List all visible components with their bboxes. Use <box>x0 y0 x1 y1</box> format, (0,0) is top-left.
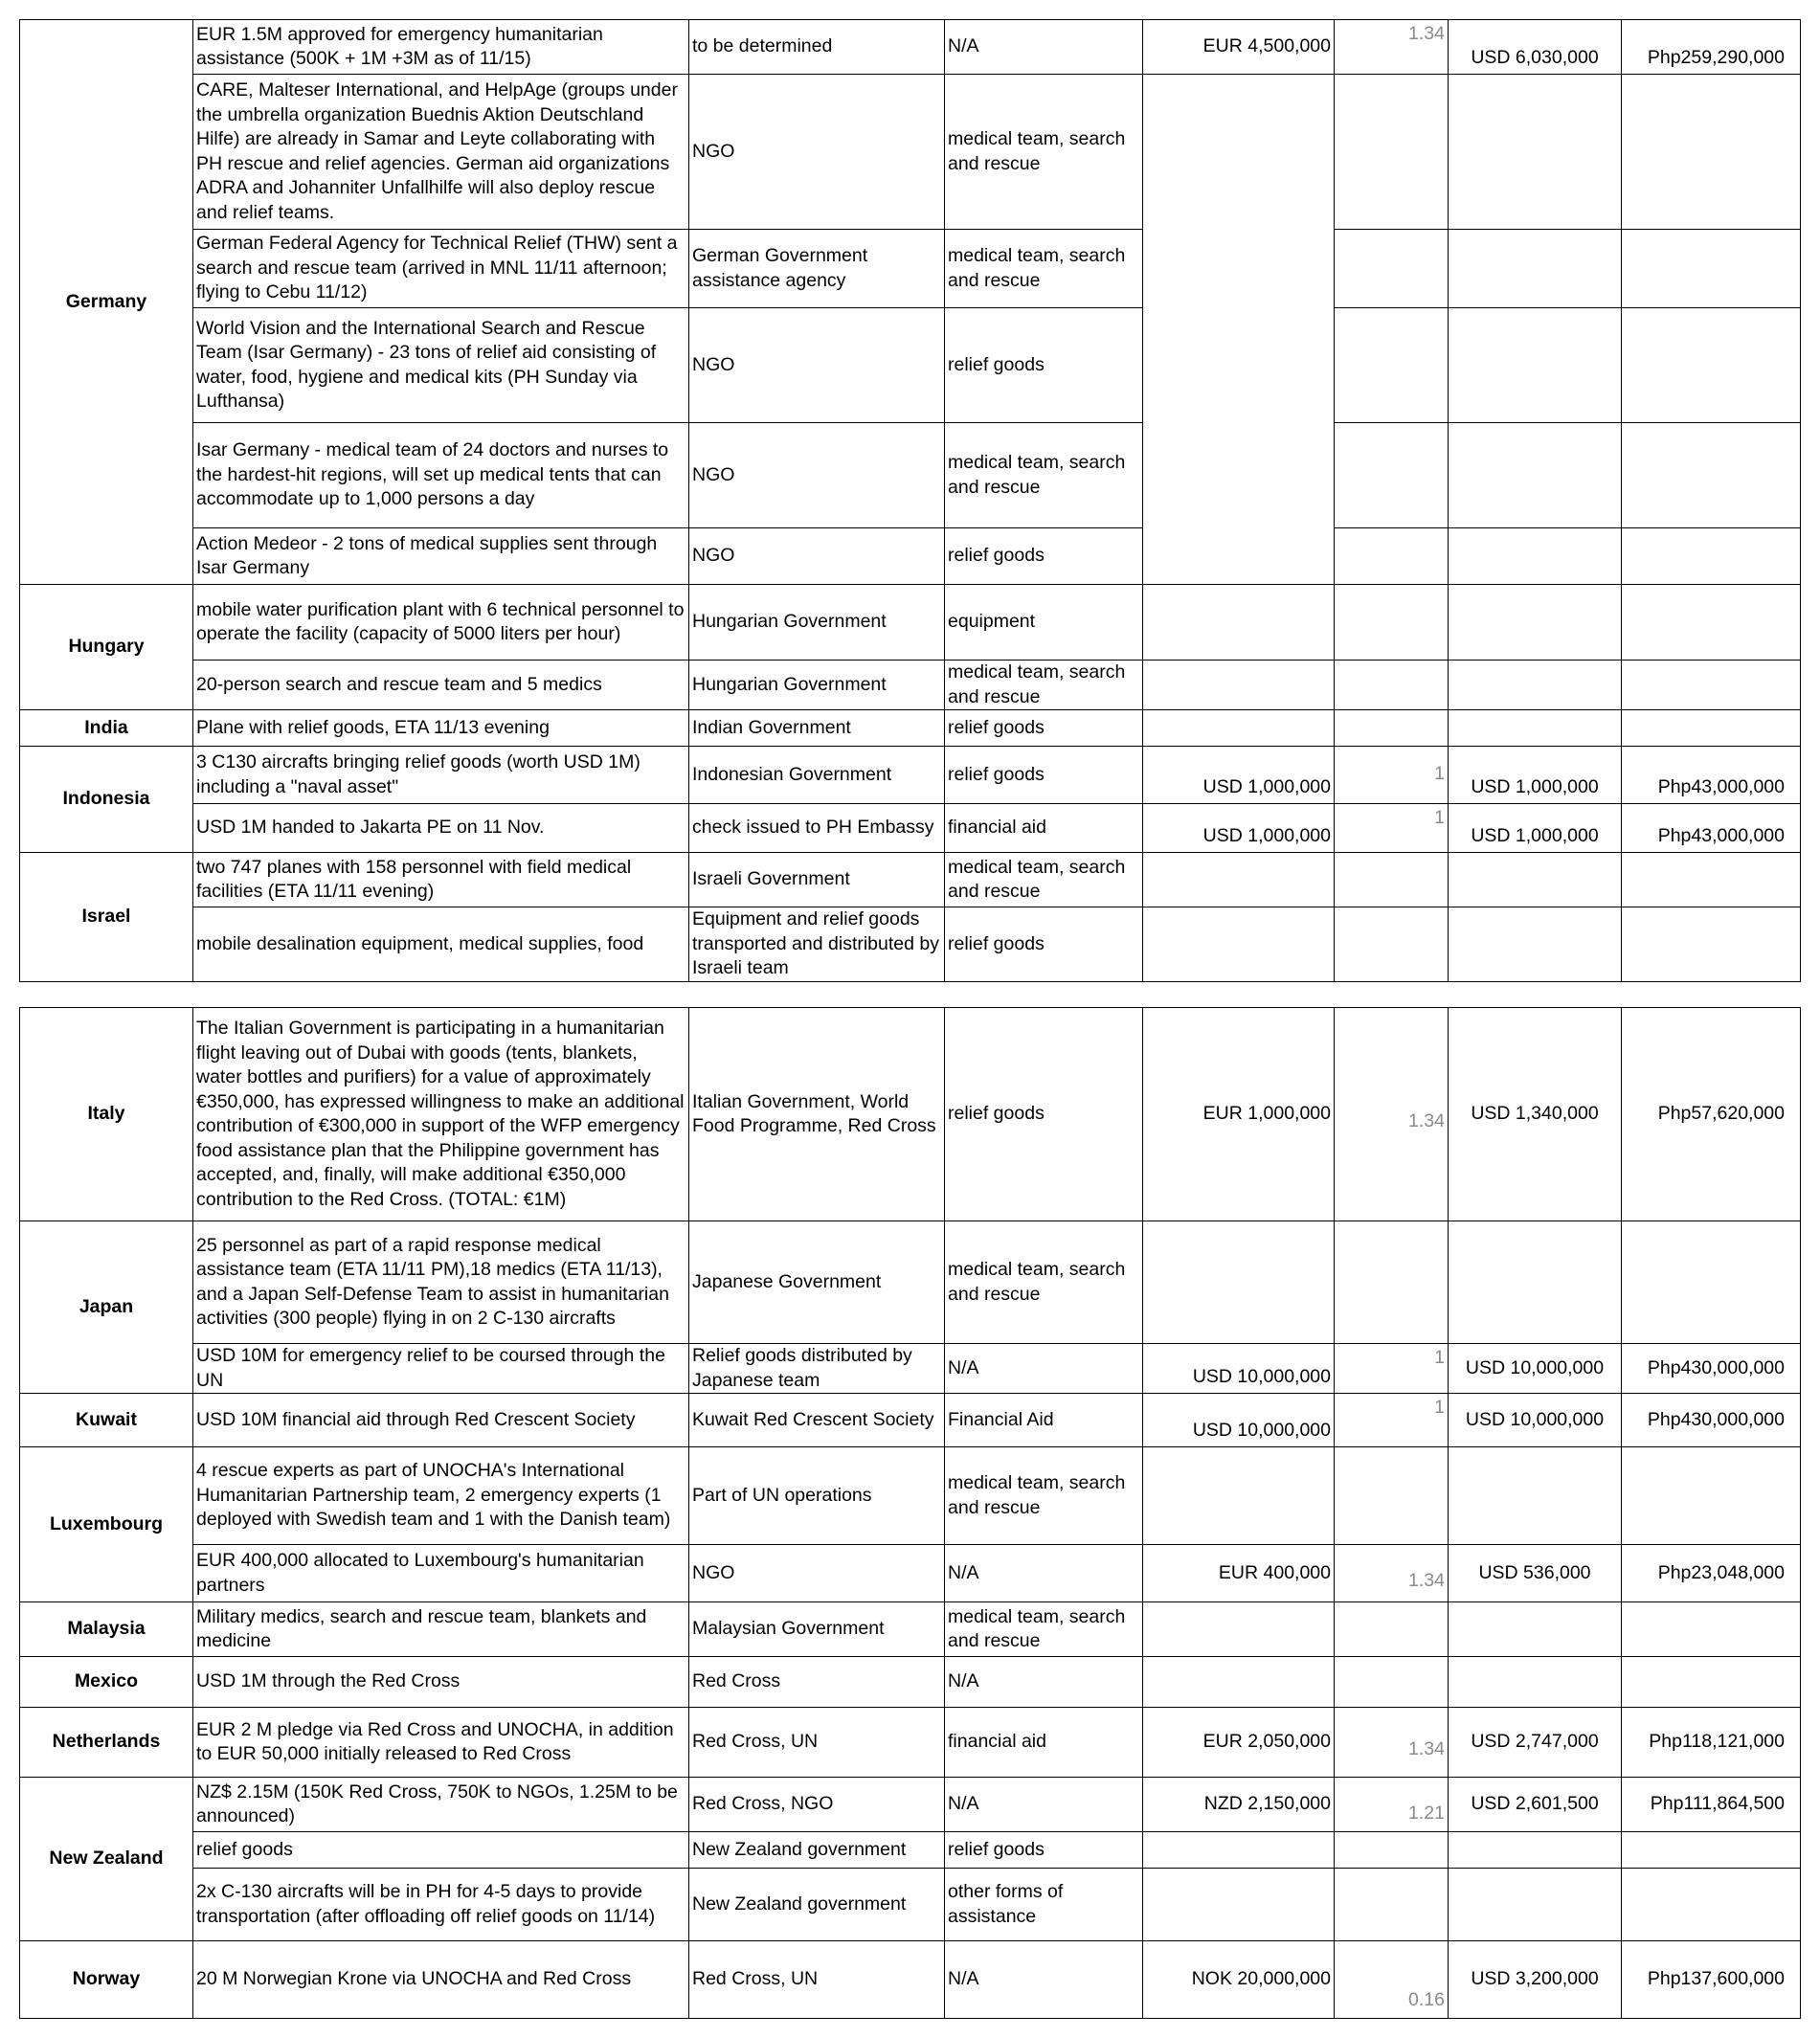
assistance-type-cell: N/A <box>945 20 1143 75</box>
php-amount-cell <box>1622 853 1801 907</box>
description-cell: Military medics, search and rescue team, blankets and medicine <box>193 1602 689 1657</box>
usd-amount-cell <box>1449 1832 1622 1869</box>
assistance-type-cell: N/A <box>945 1344 1143 1394</box>
assistance-type-cell: N/A <box>945 1657 1143 1708</box>
channel-cell: Red Cross, UN <box>689 1708 945 1778</box>
description-cell: German Federal Agency for Technical Relief (THW) sent a search and rescue team (arrived in MNL 11/11 afternoon; flying to Cebu 11/12) <box>193 230 689 308</box>
channel-cell: Kuwait Red Crescent Society <box>689 1394 945 1447</box>
php-amount-cell <box>1622 75 1801 230</box>
php-amount-cell: Php430,000,000 <box>1622 1344 1801 1394</box>
country-cell: Netherlands <box>20 1708 193 1778</box>
assistance-type-cell: equipment <box>945 585 1143 661</box>
usd-amount-cell: USD 536,000 <box>1449 1545 1622 1602</box>
table-row <box>20 1344 1801 1394</box>
assistance-type-cell: medical team, search and rescue <box>945 1447 1143 1545</box>
description-cell: Plane with relief goods, ETA 11/13 evening <box>193 710 689 747</box>
channel-cell: New Zealand government <box>689 1869 945 1941</box>
table-row <box>20 1221 1801 1344</box>
channel-cell: New Zealand government <box>689 1832 945 1869</box>
usd-amount-cell <box>1449 528 1622 585</box>
description-cell: World Vision and the International Search and Rescue Team (Isar Germany) - 23 tons of relief aid consisting of water, food, hygiene and medical kits (PH Sunday via Lufthansa) <box>193 308 689 423</box>
country-cell: Kuwait <box>20 1394 193 1447</box>
php-amount-cell: Php137,600,000 <box>1622 1941 1801 2019</box>
usd-amount-cell <box>1449 853 1622 907</box>
exchange-rate-cell <box>1335 423 1449 528</box>
php-amount-cell <box>1622 710 1801 747</box>
exchange-rate-cell <box>1335 907 1449 982</box>
channel-cell: Israeli Government <box>689 853 945 907</box>
channel-cell: Part of UN operations <box>689 1447 945 1545</box>
php-amount-cell: Php43,000,000 <box>1622 747 1801 804</box>
exchange-rate-cell <box>1335 528 1449 585</box>
assistance-type-cell: medical team, search and rescue <box>945 661 1143 710</box>
assistance-type-cell: N/A <box>945 1545 1143 1602</box>
assistance-type-cell: financial aid <box>945 804 1143 853</box>
table-row <box>20 747 1801 804</box>
channel-cell: Red Cross <box>689 1657 945 1708</box>
php-amount-cell <box>1622 528 1801 585</box>
table-row <box>20 907 1801 982</box>
country-cell: Italy <box>20 1008 193 1221</box>
assistance-type-cell: Financial Aid <box>945 1394 1143 1447</box>
table-row <box>20 1869 1801 1941</box>
description-cell: USD 10M financial aid through Red Crescent Society <box>193 1394 689 1447</box>
php-amount-cell: Php118,121,000 <box>1622 1708 1801 1778</box>
amount-cell <box>1143 710 1335 747</box>
exchange-rate-cell <box>1335 710 1449 747</box>
amount-cell <box>1143 661 1335 710</box>
php-amount-cell <box>1622 1447 1801 1545</box>
channel-cell: Equipment and relief goods transported and distributed by Israeli team <box>689 907 945 982</box>
amount-cell <box>1143 907 1335 982</box>
exchange-rate-cell <box>1335 1447 1449 1545</box>
channel-cell: NGO <box>689 308 945 423</box>
exchange-rate-cell <box>1335 230 1449 308</box>
description-cell: two 747 planes with 158 personnel with field medical facilities (ETA 11/11 evening) <box>193 853 689 907</box>
channel-cell: Hungarian Government <box>689 661 945 710</box>
description-cell: mobile desalination equipment, medical supplies, food <box>193 907 689 982</box>
description-cell: NZ$ 2.15M (150K Red Cross, 750K to NGOs, 1.25M to be announced) <box>193 1778 689 1832</box>
assistance-type-cell: relief goods <box>945 1832 1143 1869</box>
exchange-rate-cell: 1.21 <box>1335 1778 1449 1832</box>
table-row <box>20 423 1801 528</box>
country-cell: Norway <box>20 1941 193 2019</box>
usd-amount-cell: USD 6,030,000 <box>1449 20 1622 75</box>
usd-amount-cell <box>1449 710 1622 747</box>
php-amount-cell <box>1622 1221 1801 1344</box>
usd-amount-cell: USD 2,747,000 <box>1449 1708 1622 1778</box>
amount-cell: USD 10,000,000 <box>1143 1344 1335 1394</box>
assistance-type-cell: N/A <box>945 1778 1143 1832</box>
description-cell: The Italian Government is participating in a humanitarian flight leaving out of Dubai with goods (tents, blankets, water bottles and purifiers) for a value of approximately €350,000, has expressed willingness to make an additional contribution of €300,000 in support of the WFP emergency food assistance plan that the Philippine government has accepted, and, finally, will make additional €350,000 contribution to the Red Cross. (TOTAL: €1M) <box>193 1008 689 1221</box>
description-cell: EUR 400,000 allocated to Luxembourg's humanitarian partners <box>193 1545 689 1602</box>
exchange-rate-cell: 1.34 <box>1335 1545 1449 1602</box>
usd-amount-cell <box>1449 1602 1622 1657</box>
assistance-type-cell: medical team, search and rescue <box>945 1221 1143 1344</box>
assistance-type-cell: relief goods <box>945 528 1143 585</box>
assistance-type-cell: relief goods <box>945 710 1143 747</box>
description-cell: USD 1M through the Red Cross <box>193 1657 689 1708</box>
description-cell: 20 M Norwegian Krone via UNOCHA and Red Cross <box>193 1941 689 2019</box>
channel-cell: NGO <box>689 528 945 585</box>
exchange-rate-cell <box>1335 1869 1449 1941</box>
usd-amount-cell <box>1449 1447 1622 1545</box>
php-amount-cell: Php259,290,000 <box>1622 20 1801 75</box>
table-row <box>20 1447 1801 1545</box>
description-cell: 4 rescue experts as part of UNOCHA's International Humanitarian Partnership team, 2 emergency experts (1 deployed with Swedish team and 1 with the Danish team) <box>193 1447 689 1545</box>
assistance-type-cell: financial aid <box>945 1708 1143 1778</box>
php-amount-cell <box>1622 423 1801 528</box>
php-amount-cell: Php23,048,000 <box>1622 1545 1801 1602</box>
amount-cell <box>1143 853 1335 907</box>
channel-cell: check issued to PH Embassy <box>689 804 945 853</box>
table-row <box>20 1008 1801 1221</box>
php-amount-cell <box>1622 1869 1801 1941</box>
channel-cell: Red Cross, NGO <box>689 1778 945 1832</box>
usd-amount-cell <box>1449 585 1622 661</box>
exchange-rate-cell <box>1335 75 1449 230</box>
amount-cell: NZD 2,150,000 <box>1143 1778 1335 1832</box>
amount-cell: EUR 4,500,000 <box>1143 20 1335 75</box>
country-cell: Israel <box>20 853 193 982</box>
exchange-rate-cell <box>1335 585 1449 661</box>
channel-cell: Red Cross, UN <box>689 1941 945 2019</box>
usd-amount-cell <box>1449 907 1622 982</box>
country-cell: Luxembourg <box>20 1447 193 1602</box>
channel-cell: Italian Government, World Food Programme, Red Cross <box>689 1008 945 1221</box>
php-amount-cell <box>1622 1657 1801 1708</box>
table-row <box>20 528 1801 585</box>
description-cell: EUR 2 M pledge via Red Cross and UNOCHA, in addition to EUR 50,000 initially released to Red Cross <box>193 1708 689 1778</box>
table-row <box>20 804 1801 853</box>
usd-amount-cell: USD 3,200,000 <box>1449 1941 1622 2019</box>
amount-cell <box>1143 75 1335 585</box>
exchange-rate-cell: 1.34 <box>1335 1008 1449 1221</box>
assistance-type-cell: medical team, search and rescue <box>945 1602 1143 1657</box>
php-amount-cell <box>1622 1602 1801 1657</box>
assistance-type-cell: medical team, search and rescue <box>945 75 1143 230</box>
table-row <box>20 585 1801 661</box>
amount-cell <box>1143 1602 1335 1657</box>
channel-cell: Relief goods distributed by Japanese team <box>689 1344 945 1394</box>
table-row <box>20 1545 1801 1602</box>
table-row <box>20 20 1801 75</box>
country-cell: Hungary <box>20 585 193 710</box>
exchange-rate-cell <box>1335 853 1449 907</box>
table-row <box>20 1394 1801 1447</box>
description-cell: 3 C130 aircrafts bringing relief goods (worth USD 1M) including a "naval asset" <box>193 747 689 804</box>
table-row <box>20 1602 1801 1657</box>
table-row <box>20 661 1801 710</box>
php-amount-cell <box>1622 308 1801 423</box>
amount-cell <box>1143 1447 1335 1545</box>
country-cell: Malaysia <box>20 1602 193 1657</box>
php-amount-cell <box>1622 585 1801 661</box>
country-cell: Germany <box>20 20 193 585</box>
usd-amount-cell <box>1449 1869 1622 1941</box>
country-cell: New Zealand <box>20 1778 193 1941</box>
php-amount-cell: Php43,000,000 <box>1622 804 1801 853</box>
table-row <box>20 1832 1801 1869</box>
amount-cell <box>1143 585 1335 661</box>
exchange-rate-cell: 1 <box>1335 1394 1449 1447</box>
amount-cell: NOK 20,000,000 <box>1143 1941 1335 2019</box>
php-amount-cell <box>1622 907 1801 982</box>
channel-cell: NGO <box>689 1545 945 1602</box>
php-amount-cell <box>1622 661 1801 710</box>
table-row <box>20 1657 1801 1708</box>
php-amount-cell <box>1622 1832 1801 1869</box>
channel-cell: NGO <box>689 423 945 528</box>
channel-cell: Indian Government <box>689 710 945 747</box>
description-cell: CARE, Malteser International, and HelpAge (groups under the umbrella organization Buednis Aktion Deutschland Hilfe) are already in Samar and Leyte collaborating with PH rescue and relief agencies. German aid organizations ADRA and Johanniter Unfallhilfe will also deploy rescue and relief teams. <box>193 75 689 230</box>
channel-cell: German Government assistance agency <box>689 230 945 308</box>
table-row <box>20 1941 1801 2019</box>
usd-amount-cell <box>1449 75 1622 230</box>
amount-cell <box>1143 1832 1335 1869</box>
amount-cell: USD 1,000,000 <box>1143 747 1335 804</box>
amount-cell <box>1143 1221 1335 1344</box>
table-row <box>20 75 1801 230</box>
channel-cell: Japanese Government <box>689 1221 945 1344</box>
assistance-type-cell: relief goods <box>945 1008 1143 1221</box>
exchange-rate-cell: 1.34 <box>1335 20 1449 75</box>
description-cell: 2x C-130 aircrafts will be in PH for 4-5 days to provide transportation (after offloading off relief goods on 11/14) <box>193 1869 689 1941</box>
table-row <box>20 1708 1801 1778</box>
amount-cell <box>1143 1869 1335 1941</box>
amount-cell <box>1143 1657 1335 1708</box>
description-cell: EUR 1.5M approved for emergency humanitarian assistance (500K + 1M +3M as of 11/15) <box>193 20 689 75</box>
country-cell: India <box>20 710 193 747</box>
php-amount-cell: Php111,864,500 <box>1622 1778 1801 1832</box>
usd-amount-cell: USD 10,000,000 <box>1449 1344 1622 1394</box>
usd-amount-cell <box>1449 1657 1622 1708</box>
channel-cell: Indonesian Government <box>689 747 945 804</box>
exchange-rate-cell: 1.34 <box>1335 1708 1449 1778</box>
description-cell: USD 10M for emergency relief to be coursed through the UN <box>193 1344 689 1394</box>
assistance-type-cell: other forms of assistance <box>945 1869 1143 1941</box>
exchange-rate-cell: 0.16 <box>1335 1941 1449 2019</box>
usd-amount-cell <box>1449 230 1622 308</box>
assistance-type-cell: medical team, search and rescue <box>945 853 1143 907</box>
table-row <box>20 1778 1801 1832</box>
php-amount-cell <box>1622 230 1801 308</box>
channel-cell: NGO <box>689 75 945 230</box>
description-cell: 20-person search and rescue team and 5 medics <box>193 661 689 710</box>
exchange-rate-cell <box>1335 1657 1449 1708</box>
assistance-type-cell: relief goods <box>945 308 1143 423</box>
assistance-type-cell: medical team, search and rescue <box>945 230 1143 308</box>
aid-table-part-2 <box>19 1007 1801 2019</box>
usd-amount-cell <box>1449 1221 1622 1344</box>
usd-amount-cell: USD 2,601,500 <box>1449 1778 1622 1832</box>
channel-cell: to be determined <box>689 20 945 75</box>
usd-amount-cell: USD 1,000,000 <box>1449 804 1622 853</box>
amount-cell: USD 10,000,000 <box>1143 1394 1335 1447</box>
exchange-rate-cell: 1 <box>1335 747 1449 804</box>
aid-table-part-1 <box>19 19 1801 982</box>
amount-cell: USD 1,000,000 <box>1143 804 1335 853</box>
exchange-rate-cell <box>1335 1602 1449 1657</box>
assistance-type-cell: relief goods <box>945 907 1143 982</box>
description-cell: mobile water purification plant with 6 technical personnel to operate the facility (capacity of 5000 liters per hour) <box>193 585 689 661</box>
description-cell: 25 personnel as part of a rapid response medical assistance team (ETA 11/11 PM),18 medics (ETA 11/13), and a Japan Self-Defense Team to assist in humanitarian activities (300 people) flying in on 2 C-130 aircrafts <box>193 1221 689 1344</box>
usd-amount-cell: USD 1,000,000 <box>1449 747 1622 804</box>
assistance-type-cell: relief goods <box>945 747 1143 804</box>
table-row <box>20 853 1801 907</box>
table-row <box>20 230 1801 308</box>
amount-cell: EUR 1,000,000 <box>1143 1008 1335 1221</box>
usd-amount-cell: USD 10,000,000 <box>1449 1394 1622 1447</box>
table-row <box>20 308 1801 423</box>
description-cell: relief goods <box>193 1832 689 1869</box>
usd-amount-cell <box>1449 308 1622 423</box>
exchange-rate-cell <box>1335 1221 1449 1344</box>
exchange-rate-cell <box>1335 308 1449 423</box>
amount-cell: EUR 400,000 <box>1143 1545 1335 1602</box>
exchange-rate-cell: 1 <box>1335 804 1449 853</box>
channel-cell: Hungarian Government <box>689 585 945 661</box>
table-row <box>20 710 1801 747</box>
exchange-rate-cell <box>1335 661 1449 710</box>
usd-amount-cell: USD 1,340,000 <box>1449 1008 1622 1221</box>
description-cell: USD 1M handed to Jakarta PE on 11 Nov. <box>193 804 689 853</box>
country-cell: Indonesia <box>20 747 193 853</box>
assistance-type-cell: N/A <box>945 1941 1143 2019</box>
country-cell: Japan <box>20 1221 193 1394</box>
description-cell: Action Medeor - 2 tons of medical supplies sent through Isar Germany <box>193 528 689 585</box>
assistance-type-cell: medical team, search and rescue <box>945 423 1143 528</box>
php-amount-cell: Php430,000,000 <box>1622 1394 1801 1447</box>
country-cell: Mexico <box>20 1657 193 1708</box>
exchange-rate-cell: 1 <box>1335 1344 1449 1394</box>
channel-cell: Malaysian Government <box>689 1602 945 1657</box>
usd-amount-cell <box>1449 661 1622 710</box>
exchange-rate-cell <box>1335 1832 1449 1869</box>
description-cell: Isar Germany - medical team of 24 doctors and nurses to the hardest-hit regions, will set up medical tents that can accommodate up to 1,000 persons a day <box>193 423 689 528</box>
usd-amount-cell <box>1449 423 1622 528</box>
php-amount-cell: Php57,620,000 <box>1622 1008 1801 1221</box>
amount-cell: EUR 2,050,000 <box>1143 1708 1335 1778</box>
